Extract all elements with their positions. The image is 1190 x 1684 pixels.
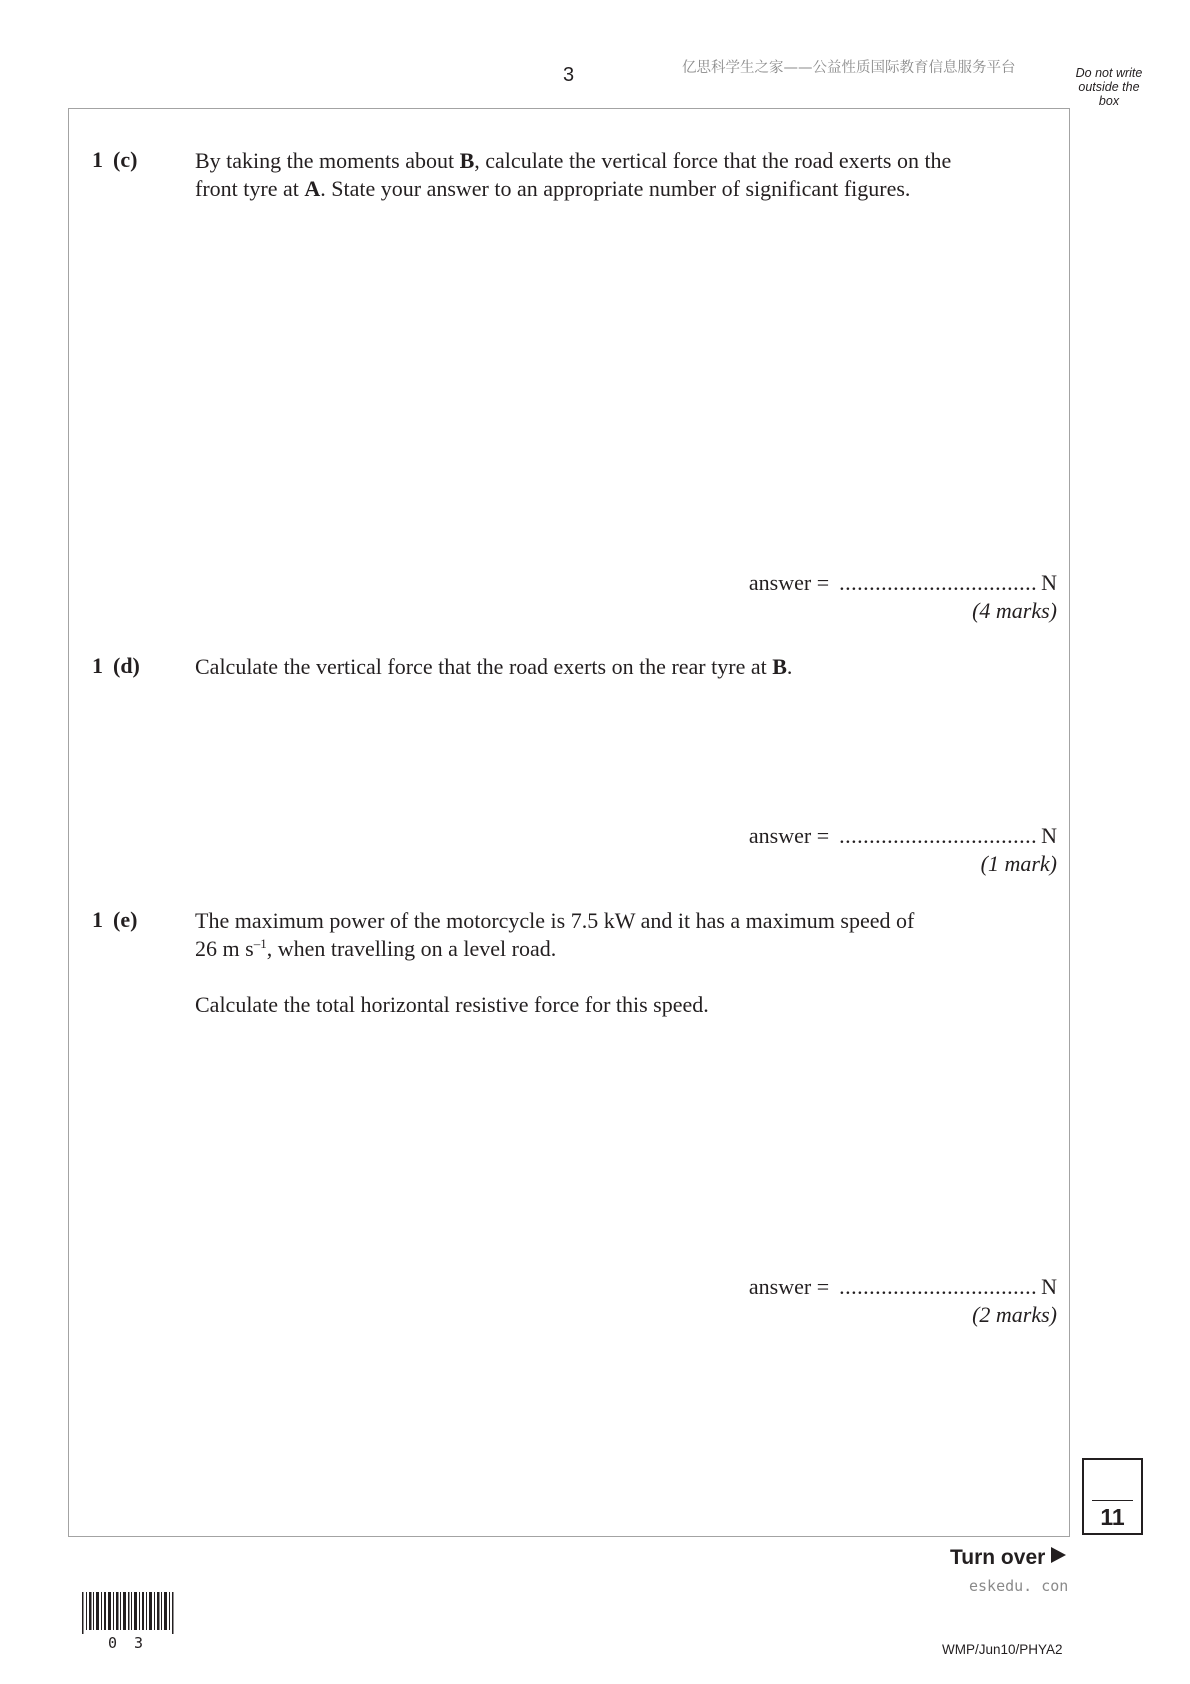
bold-label: B: [459, 148, 475, 173]
answer-line-1e[interactable]: [749, 1274, 1057, 1300]
question-part: (c): [113, 147, 138, 172]
question-line: The maximum power of the motorcycle is 7.5 kW and it has a maximum speed of: [195, 908, 915, 933]
answer-line-1d[interactable]: [749, 823, 1057, 849]
question-part: (d): [113, 653, 140, 678]
answer-line-1c[interactable]: [749, 570, 1057, 596]
question-line: [195, 653, 792, 681]
footer-watermark: eskedu. con: [969, 1577, 1069, 1595]
question-number: 1: [92, 653, 103, 678]
answer-label: answer =: [748, 823, 830, 848]
text-run: . State your answer to an appropriate number of significant figures.: [320, 176, 911, 201]
text-run: .: [786, 654, 793, 679]
question-part: (e): [113, 907, 138, 932]
marks-1e: (2 marks): [972, 1302, 1057, 1327]
barcode-digits: 0 3: [108, 1634, 148, 1652]
answer-label: answer =: [748, 1274, 830, 1299]
answer-dots[interactable]: .................................: [839, 823, 1038, 848]
text-run: front tyre at: [195, 176, 305, 201]
text-run: Calculate the vertical force that the road exerts on the rear tyre at: [195, 654, 773, 679]
answer-dots[interactable]: .................................: [839, 570, 1038, 595]
total-marks-box: [1082, 1458, 1143, 1535]
page-number: 3: [563, 64, 575, 86]
paper-reference-code: WMP/Jun10/PHYA2: [942, 1642, 1063, 1657]
answer-dots[interactable]: .................................: [839, 1274, 1038, 1299]
superscript: –1: [253, 936, 267, 951]
total-rule: [1092, 1500, 1133, 1501]
margin-note: [1068, 66, 1150, 108]
answer-unit: N: [1041, 823, 1057, 848]
answer-unit: N: [1041, 1274, 1057, 1299]
question-text-1c: [195, 147, 951, 203]
barcode-icon: [82, 1592, 177, 1634]
margin-note-line: Do not write: [1075, 66, 1143, 80]
turn-over: [950, 1546, 1066, 1570]
question-line: Calculate the total horizontal resistive force for this speed.: [195, 992, 709, 1017]
question-number-1e: [92, 907, 137, 933]
question-line: [195, 175, 951, 203]
answer-label: answer =: [748, 570, 830, 595]
right-arrow-icon: [1051, 1547, 1066, 1563]
question-text-1d: [195, 653, 792, 681]
question-number-1d: [92, 653, 140, 679]
question-line: [195, 935, 914, 963]
question-number: 1: [92, 907, 103, 932]
answer-unit: N: [1041, 570, 1057, 595]
text-run: , when travelling on a level road.: [266, 936, 557, 961]
question-text-1e: [195, 907, 914, 1019]
bold-label: B: [772, 654, 787, 679]
question-number-1c: [92, 147, 137, 173]
total-marks: 11: [1100, 1504, 1125, 1530]
question-line: [195, 147, 951, 175]
text-run: By taking the moments about: [195, 148, 460, 173]
text-run: 26 m s: [195, 936, 254, 961]
header-watermark: 亿思科学生之家——公益性质国际教育信息服务平台: [682, 60, 1016, 76]
text-run: , calculate the vertical force that the road exerts on the: [474, 148, 952, 173]
marks-1d: (1 mark): [980, 851, 1057, 876]
bold-label: A: [304, 176, 321, 201]
question-number: 1: [92, 147, 103, 172]
marks-1c: (4 marks): [972, 598, 1057, 623]
turn-over-label: Turn over: [950, 1546, 1046, 1569]
margin-note-line: outside the: [1078, 80, 1140, 94]
margin-note-line: box: [1098, 94, 1120, 108]
